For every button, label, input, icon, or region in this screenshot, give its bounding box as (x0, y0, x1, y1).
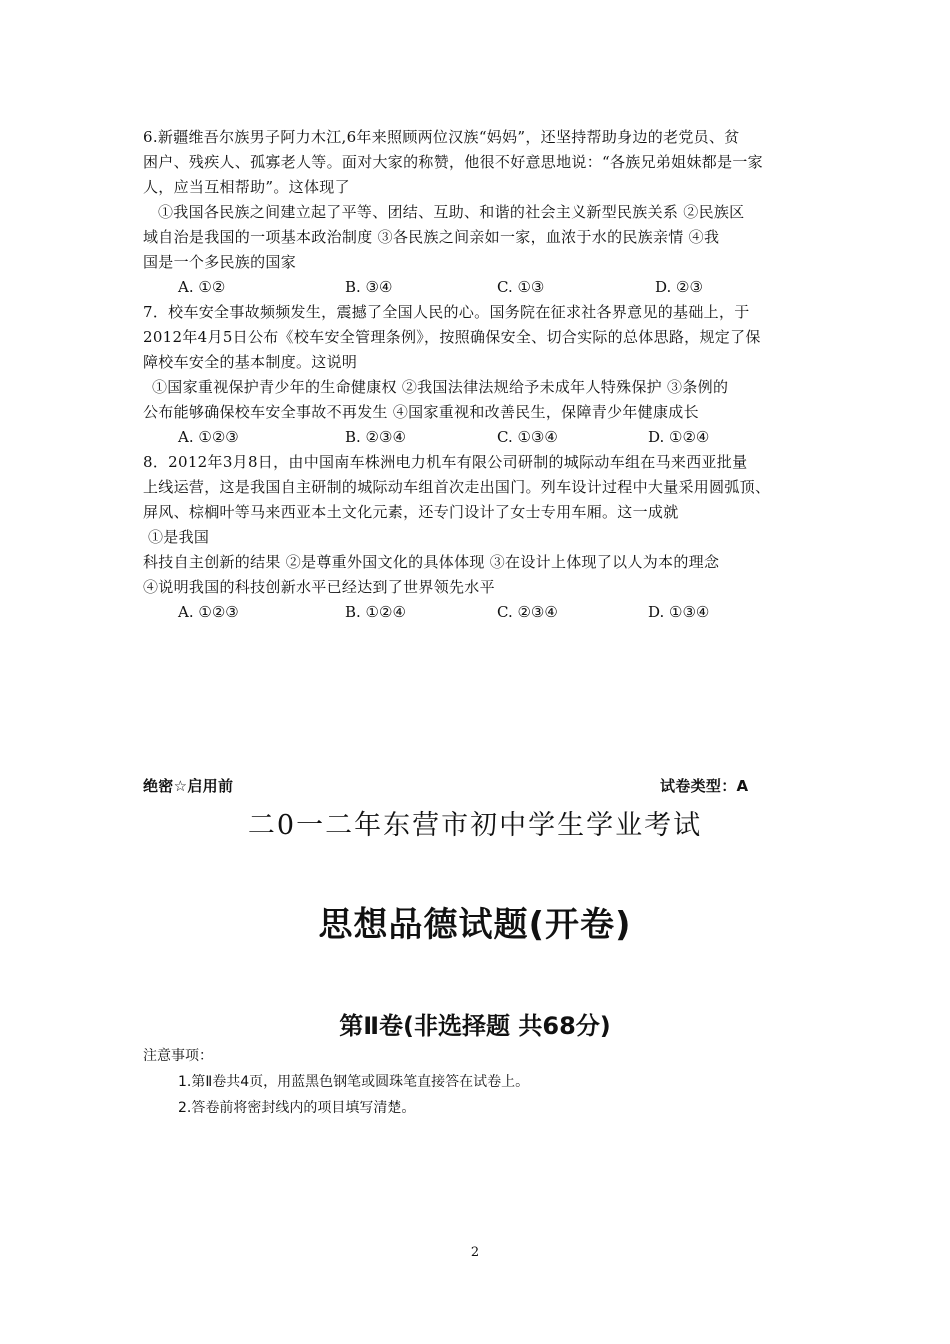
q7-option-d: D. ①②④ (648, 428, 710, 446)
q6-line: 困户、残疾人、孤寡老人等。面对大家的称赞，他很不好意思地说：“各族兄弟姐妹都是一家 (143, 153, 763, 171)
notes-item: 1.第Ⅱ卷共4页，用蓝黑色钢笔或圆珠笔直接答在试卷上。 (178, 1074, 530, 1090)
page-number: 2 (470, 1245, 480, 1260)
q8-line: 科技自主创新的结果 ②是尊重外国文化的具体体现 ③在设计上体现了以人为本的理念 (143, 553, 720, 571)
q7-option-c: C. ①③④ (497, 428, 558, 446)
q6-line: 国是一个多民族的国家 (143, 253, 297, 271)
q6-line: ①我国各民族之间建立起了平等、团结、互助、和谐的社会主义新型民族关系 ②民族区 (158, 203, 745, 221)
q6-option-c: C. ①③ (497, 278, 545, 296)
q8-option-a: A. ①②③ (178, 603, 239, 621)
q6-option-b: B. ③④ (345, 278, 393, 296)
q7-line: 公布能够确保校车安全事故不再发生 ④国家重视和改善民生，保障青少年健康成长 (143, 403, 699, 421)
q8-line: 8．2012年3月8日，由中国南车株洲电力机车有限公司研制的城际动车组在马来西亚批量 (143, 453, 748, 471)
section-title: 第Ⅱ卷(非选择题 共68分) (339, 1012, 611, 1040)
q7-option-a: A. ①②③ (178, 428, 239, 446)
notes-item: 2.答卷前将密封线内的项目填写清楚。 (178, 1100, 416, 1116)
q7-line: 障校车安全的基本制度。这说明 (143, 353, 358, 371)
exam-subtitle: 二0一二年东营市初中学生学业考试 (247, 810, 703, 841)
q7-line: 7．校车安全事故频频发生，震撼了全国人民的心。国务院在征求社各界意见的基础上，于 (143, 303, 750, 321)
paper-type-label: 试卷类型：A (660, 777, 749, 795)
q6-line: 人，应当互相帮助”。这体现了 (143, 178, 350, 196)
exam-title: 思想品德试题(开卷) (318, 905, 632, 945)
q8-option-b: B. ①②④ (345, 603, 406, 621)
q6-line: 域自治是我国的一项基本政治制度 ③各民族之间亲如一家，血浓于水的民族亲情 ④我 (143, 228, 720, 246)
q8-line: ④说明我国的科技创新水平已经达到了世界领先水平 (143, 578, 495, 596)
q8-line: 屏风、棕榈叶等马来西亚本土文化元素，还专门设计了女士专用车厢。这一成就 (143, 503, 679, 521)
q7-line: 2012年4月5日公布《校车安全管理条例》，按照确保安全、切合实际的总体思路，规定了保 (143, 328, 761, 346)
secret-label: 绝密☆启用前 (143, 777, 234, 795)
q7-line: ①国家重视保护青少年的生命健康权 ②我国法律法规给予未成年人特殊保护 ③条例的 (152, 378, 729, 396)
q7-option-b: B. ②③④ (345, 428, 406, 446)
q8-line: ①是我国 (148, 528, 210, 546)
notes-heading: 注意事项： (143, 1048, 213, 1064)
q8-option-c: C. ②③④ (497, 603, 558, 621)
q6-option-d: D. ②③ (655, 278, 703, 296)
q6-option-a: A. ①② (178, 278, 226, 296)
q8-line: 上线运营，这是我国自主研制的城际动车组首次走出国门。列车设计过程中大量采用圆弧顶、 (143, 478, 771, 496)
q8-option-d: D. ①③④ (648, 603, 710, 621)
q6-line: 6.新疆维吾尔族男子阿力木江,6年来照顾两位汉族“妈妈”，还坚持帮助身边的老党员、贫 (143, 128, 740, 146)
